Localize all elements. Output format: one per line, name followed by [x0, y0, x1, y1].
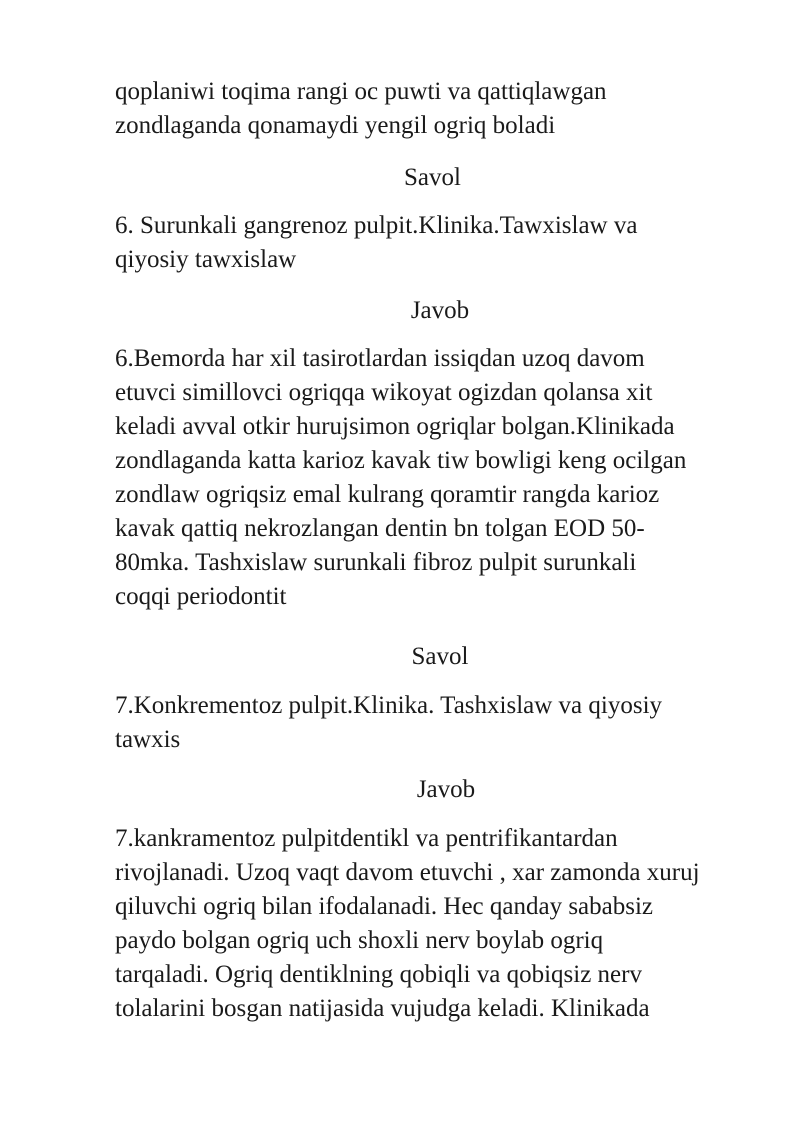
answer-7-text: 7.kankramentoz pulpitdentikl va pentrifikantardan rivojlanadi. Uzoq vaqt davom etuvchi , xar zamonda xuruj qiluvchi ogriq bilan ifodalanadi. Hec qanday sababsiz paydo bolgan ogriq uch shoxli nerv boylab ogriq tarqaladi. Ogriq dentiklning qobiqli va qobiqsiz nerv tolalarini bosgan natijasida vujudga keladi. Klinikada [115, 825, 700, 1022]
intro-paragraph: qoplaniwi toqima rangi oc puwti va qattiqlawgan zondlaganda qonamaydi yengil ogriq boladi [115, 78, 607, 139]
answer-6-text: 6.Bemorda har xil tasirotlardan issiqdan uzoq davom etuvci simillovci ogriqqa wikoyat ogizdan qolansa xit keladi avval otkir hurujsimon ogriqlar bolgan.Klinikada zondlaganda katta karioz kavak tiw bowligi keng ocilgan zondlaw ogriqsiz emal kulrang qoramtir rangda karioz kavak qattiq nekrozlangan dentin bn tolgan EOD 50- 80mka. Tashxislaw surunkali fibroz pulpit surunkali coqqi periodontit [115, 345, 687, 610]
question-6-text: 6. Surunkali gangrenoz pulpit.Klinika.Tawxislaw va qiyosiy tawxislaw [115, 212, 638, 273]
answer-heading: Javob [416, 776, 476, 803]
answer-heading: Javob [410, 297, 470, 324]
question-heading: Savol [404, 164, 461, 191]
question-heading: Savol [411, 643, 469, 670]
question-7-text: 7.Konkrementoz pulpit.Klinika. Tashxislaw va qiyosiy tawxis [115, 692, 663, 753]
